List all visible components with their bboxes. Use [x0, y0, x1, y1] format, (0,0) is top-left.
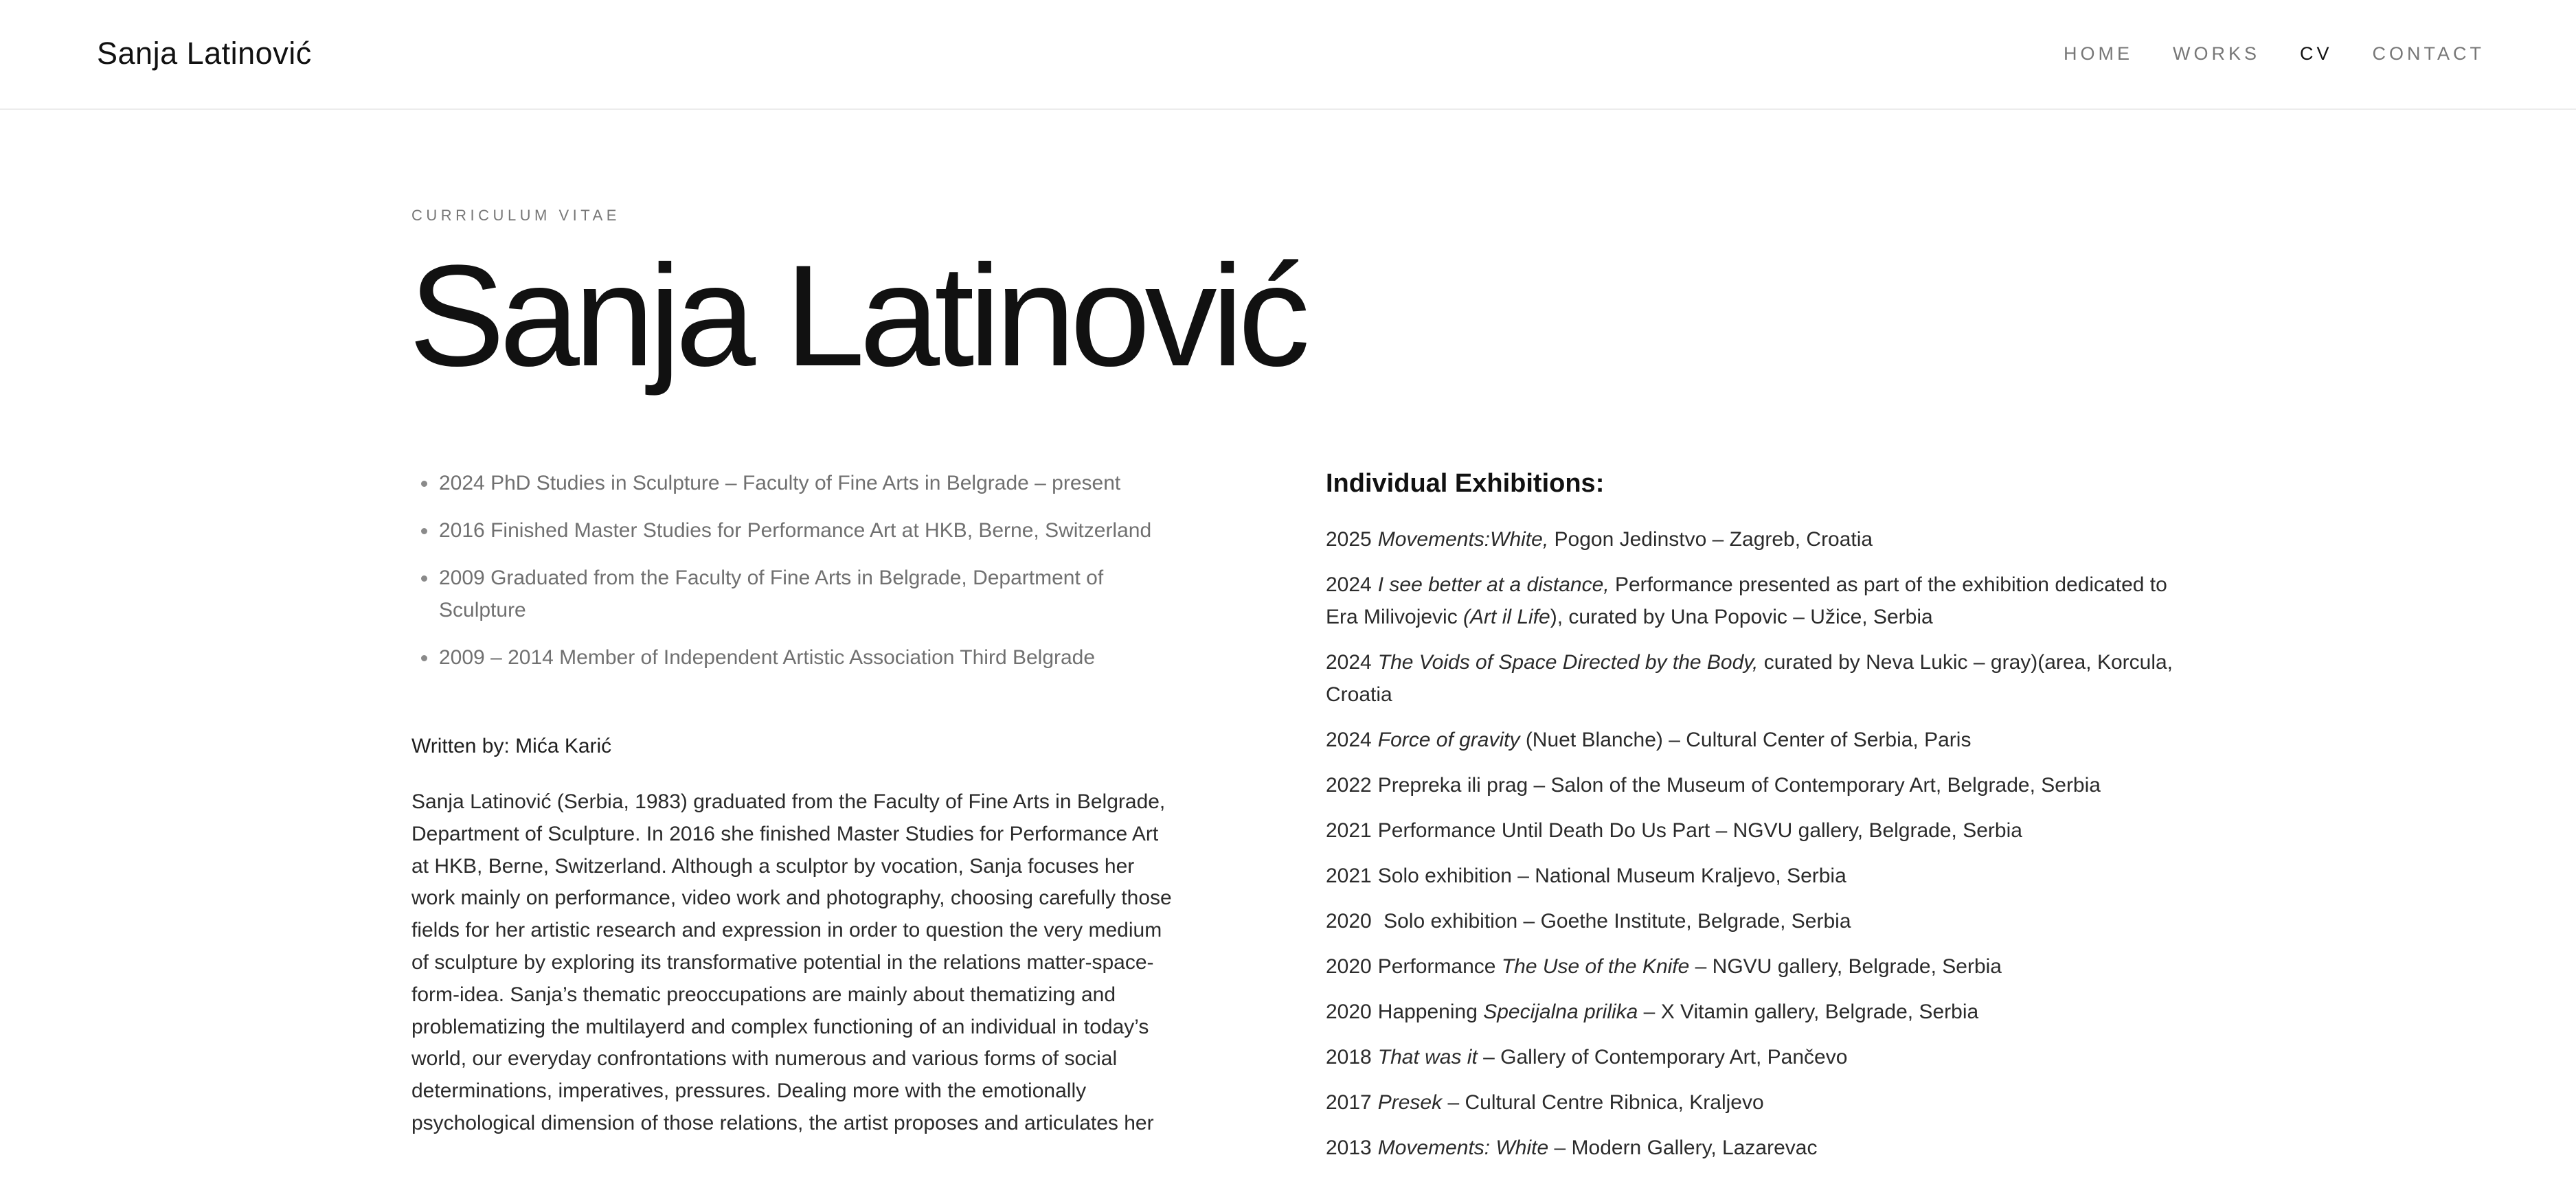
exhibition-item: [1326, 814, 2178, 847]
education-list: [411, 467, 1181, 689]
exhibition-title: Specijalna prilika: [1483, 1001, 1638, 1023]
exhibition-details: Performance Until Death Do Us Part – NGVU gallery, Belgrade, Serbia: [1377, 819, 2022, 842]
exhibition-details: – X Vitamin gallery, Belgrade, Serbia: [1638, 1001, 1979, 1023]
exhibition-item: [1326, 569, 2178, 633]
nav-works[interactable]: WORKS: [2172, 43, 2260, 64]
exhibition-year: 2021: [1326, 819, 1372, 842]
exhibition-year: 2020: [1326, 1001, 1372, 1023]
exhibition-item: [1326, 996, 2178, 1028]
exhibition-details: Solo exhibition – National Museum Kraljevo, Serbia: [1377, 865, 1846, 887]
exhibition-details: Performance presented as part of the exhibition dedicated to Era Milivojevic: [1326, 573, 2167, 628]
exhibition-title: That was it: [1377, 1046, 1478, 1069]
exhibition-details: (Nuet Blanche) – Cultural Center of Serbia, Paris: [1519, 729, 1971, 751]
exhibition-year: 2024: [1326, 573, 1372, 596]
exhibition-item: [1326, 905, 2178, 937]
exhibition-item: [1326, 1041, 2178, 1073]
exhibition-year: 2013: [1326, 1136, 1372, 1159]
exhibition-item: [1326, 523, 2178, 556]
exhibition-details: – Cultural Centre Ribnica, Kraljevo: [1442, 1091, 1764, 1114]
exhibition-year: 2024: [1326, 729, 1372, 751]
exhibition-details: – Modern Gallery, Lazarevac: [1548, 1136, 1818, 1159]
nav-home[interactable]: HOME: [2063, 43, 2133, 64]
education-item: 2009 Graduated from the Faculty of Fine Arts in Belgrade, Department of Sculpture: [439, 562, 1181, 626]
site-header: [0, 0, 2576, 110]
exhibition-item: [1326, 1132, 2178, 1164]
exhibitions-list: [1326, 523, 2178, 1177]
exhibition-year: 2020: [1326, 955, 1372, 978]
exhibition-item: [1326, 769, 2178, 801]
page-title: Sanja Latinović: [409, 235, 1305, 396]
exhibition-details: Prepreka ili prag – Salon of the Museum of Contemporary Art, Belgrade, Serbia: [1377, 774, 2101, 797]
exhibition-year: 2024: [1326, 651, 1372, 674]
exhibition-details: ), curated by Una Popovic – Užice, Serbia: [1550, 606, 1933, 628]
exhibition-details: curated by Neva Lukic – gray)(area, Korcula, Croatia: [1326, 651, 2173, 706]
brand-logo-link[interactable]: Sanja Latinović: [97, 36, 312, 71]
exhibition-details: – NGVU gallery, Belgrade, Serbia: [1689, 955, 2002, 978]
nav-cv[interactable]: CV: [2299, 43, 2333, 64]
page-eyebrow: CURRICULUM VITAE: [411, 207, 620, 224]
exhibition-year: 2020: [1326, 910, 1372, 933]
exhibition-year: 2017: [1326, 1091, 1372, 1114]
nav-contact[interactable]: CONTACT: [2372, 43, 2485, 64]
exhibition-title: Movements: White: [1377, 1136, 1549, 1159]
exhibition-title: (Art il Life: [1463, 606, 1550, 628]
exhibition-title: The Voids of Space Directed by the Body,: [1377, 651, 1759, 674]
exhibition-title: Presek: [1377, 1091, 1443, 1114]
exhibition-year: 2022: [1326, 774, 1372, 797]
exhibition-title: I see better at a distance,: [1377, 573, 1609, 596]
education-item: 2009 – 2014 Member of Independent Artistic Association Third Belgrade: [439, 641, 1181, 674]
exhibition-details: Pogon Jedinstvo – Zagreb, Croatia: [1548, 528, 1873, 551]
exhibition-details: Happening: [1377, 1001, 1484, 1023]
bio-text: Sanja Latinović (Serbia, 1983) graduated from the Faculty of Fine Arts in Belgrade, Department of Sculpture. In 2016 she finished Master Studies for Performance Art at HKB, Berne, Switzerland. Although a sculptor by vocation, Sanja focuses her work mainly on performance, video work and photography, choosing carefully those fields for her artistic research and expression in order to question the very medium of sculpture by exploring its transformative potential in the relations matter-space-form-idea. Sanja’s thematic preoccupations are mainly about thematizing and problematizing the multilayerd and complex functioning of an individual in today’s world, our everyday confrontations with numerous and various forms of social determinations, imperatives, pressures. Dealing more with the emotionally psychological dimension of those relations, the artist proposes and articulates her: [411, 790, 1172, 1134]
exhibition-title: Movements:White,: [1377, 528, 1549, 551]
exhibition-details: – Gallery of Contemporary Art, Pančevo: [1477, 1046, 1848, 1069]
exhibition-item: [1326, 1086, 2178, 1119]
exhibition-year: 2021: [1326, 865, 1372, 887]
exhibition-item: [1326, 646, 2178, 711]
exhibition-details: Performance: [1377, 955, 1502, 978]
exhibitions-heading: Individual Exhibitions:: [1326, 469, 1605, 498]
education-item: 2016 Finished Master Studies for Performance Art at HKB, Berne, Switzerland: [439, 514, 1181, 547]
main-nav: [2024, 41, 2485, 66]
exhibition-year: 2025: [1326, 528, 1372, 551]
written-by: Written by: Mića Karić: [411, 735, 612, 757]
education-item: 2024 PhD Studies in Sculpture – Faculty of Fine Arts in Belgrade – present: [439, 467, 1181, 499]
exhibition-item: [1326, 724, 2178, 756]
exhibition-item: [1326, 860, 2178, 892]
exhibition-year: 2018: [1326, 1046, 1372, 1069]
exhibition-title: Force of gravity: [1377, 729, 1520, 751]
exhibition-details: Solo exhibition – Goethe Institute, Belgrade, Serbia: [1377, 910, 1851, 933]
exhibition-title: The Use of the Knife: [1501, 955, 1690, 978]
exhibition-item: [1326, 950, 2178, 983]
